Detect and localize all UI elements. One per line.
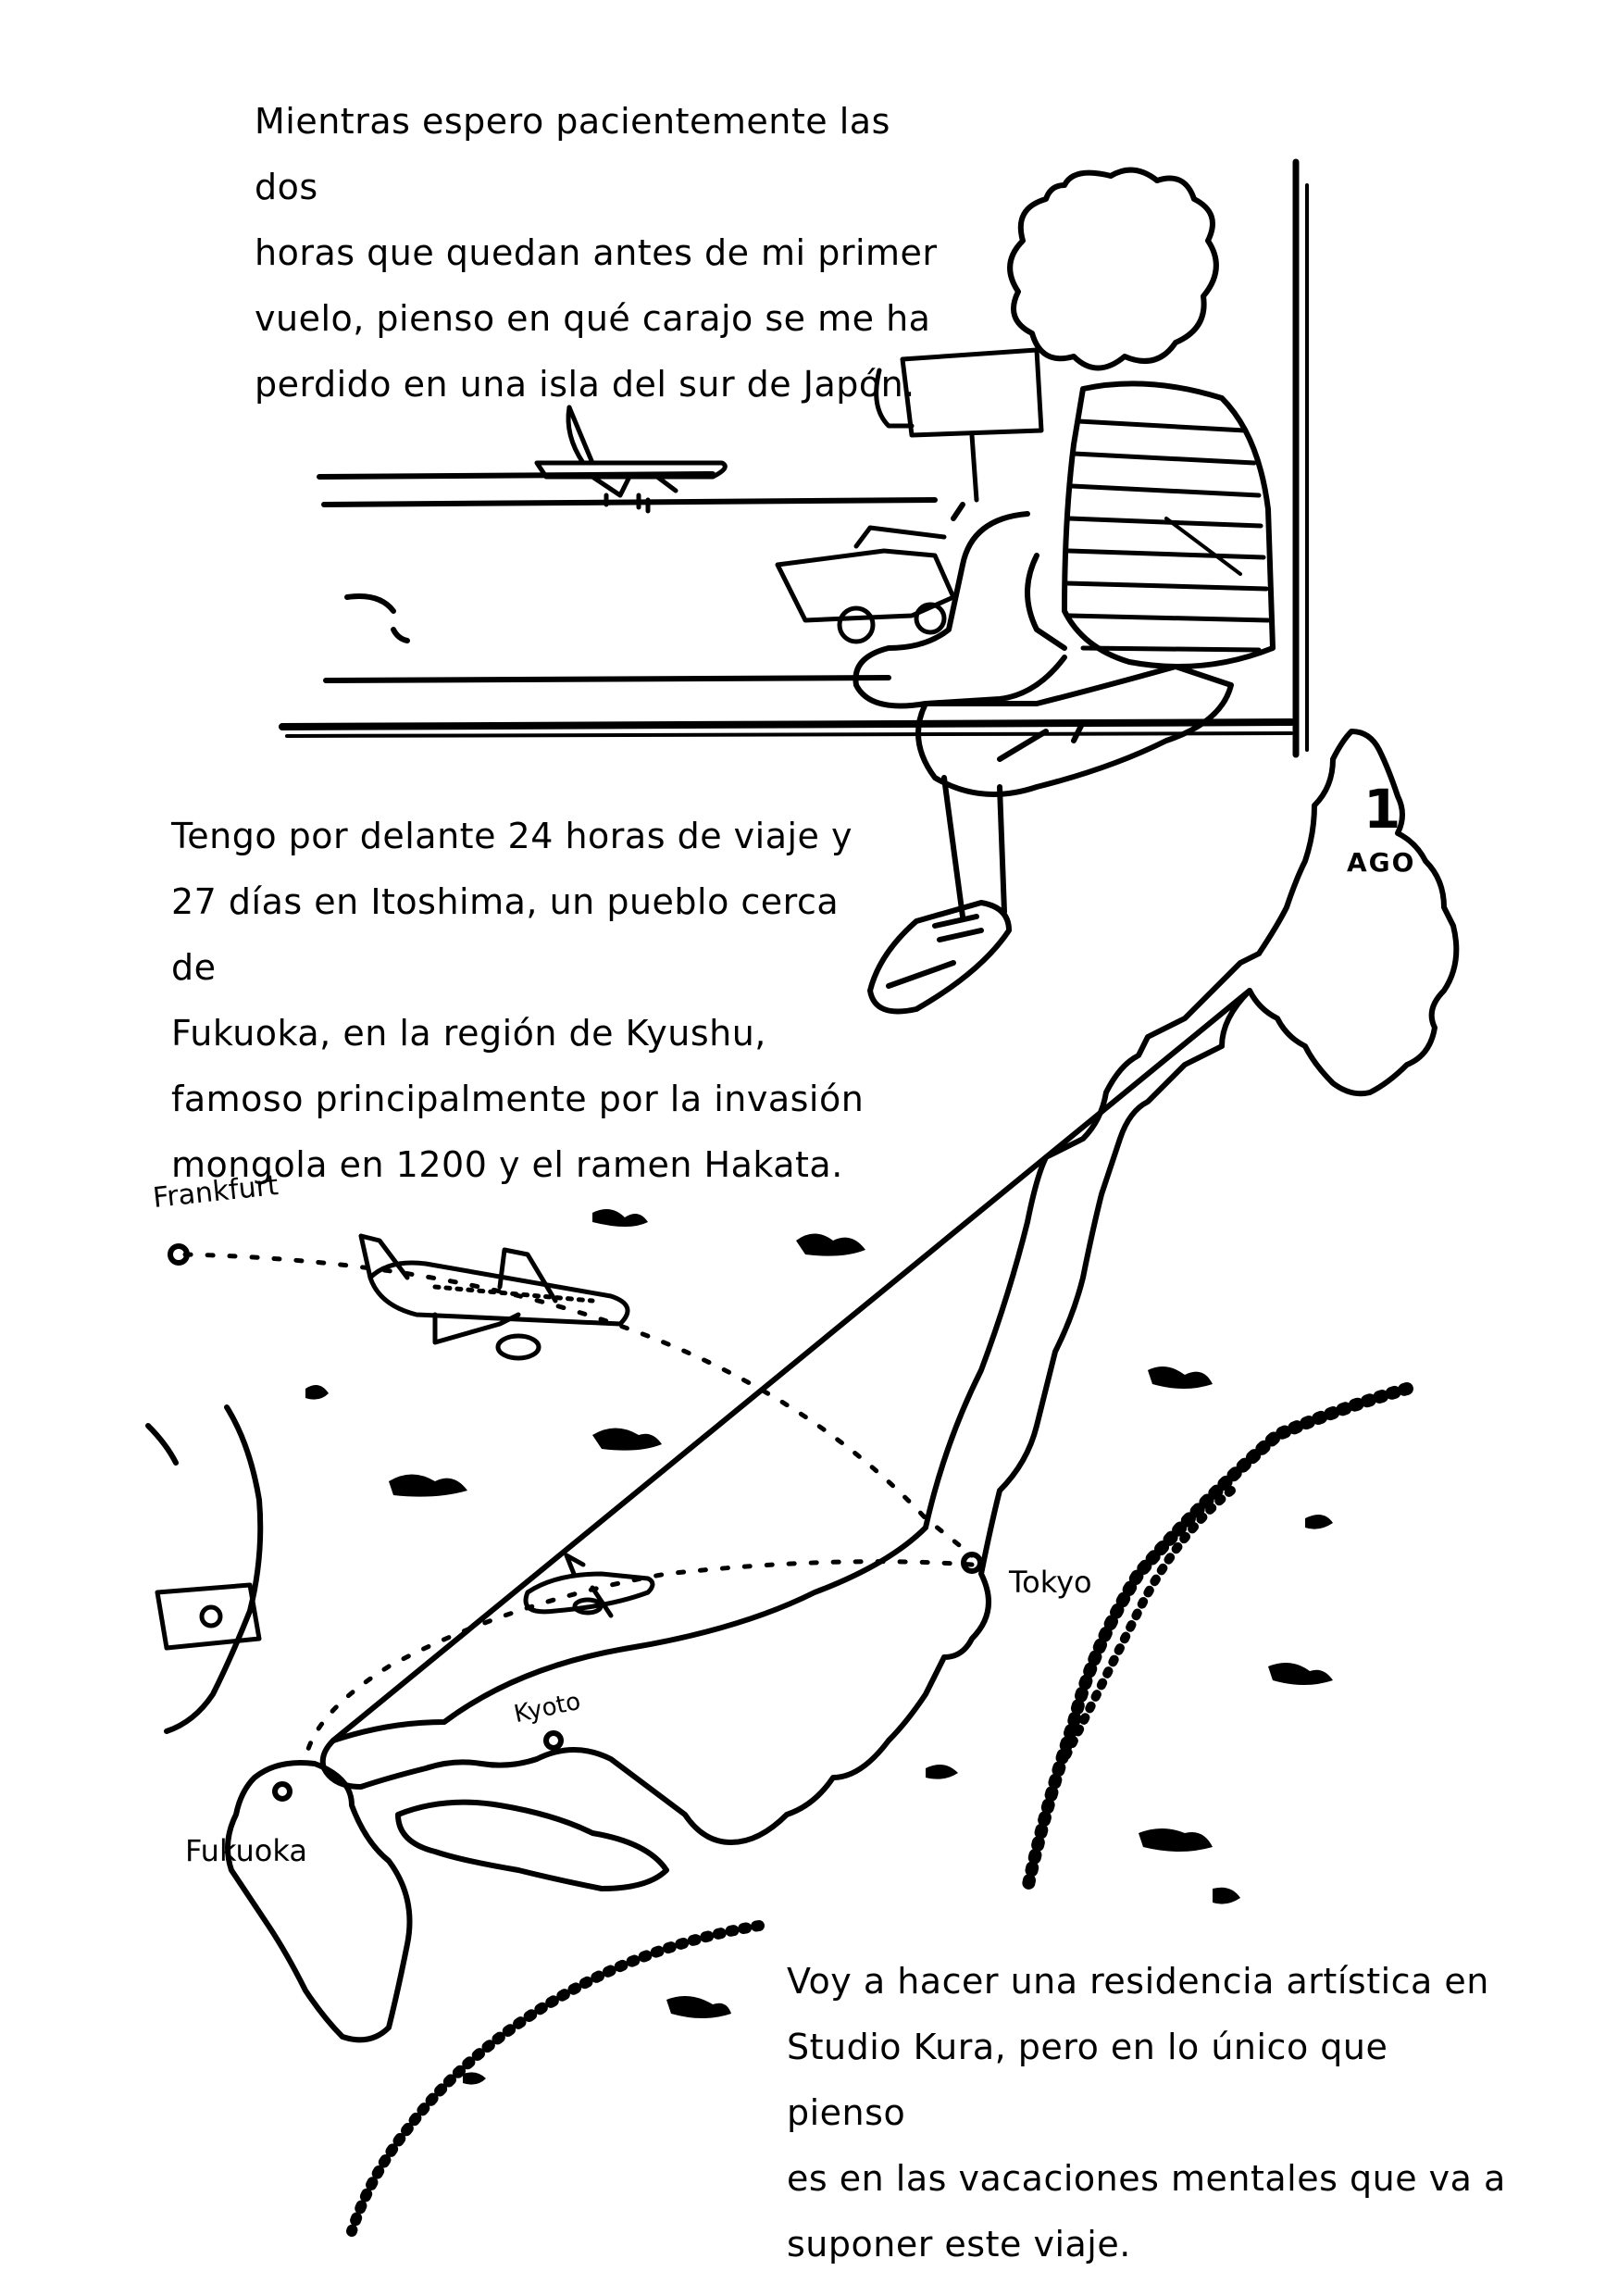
top-caption: Mientras espero pacientemente las dos horas que quedan antes de mi primer vuelo, pienso en qué carajo se me ha perdido en una isla del sur de Japón. (255, 101, 938, 405)
banknote-icon (157, 1585, 259, 1648)
frankfurt-marker (170, 1246, 187, 1263)
truck-icon (778, 528, 953, 642)
bottom-caption: Voy a hacer una residencia artística en Studio Kura, pero en lo único que pienso es en las vacaciones mentales que va a suponer este viaje. (787, 1961, 1506, 2265)
middle-caption: Tengo por delante 24 horas de viaje y 27 días en Itoshima, un pueblo cerca de Fukuoka, en la región de Kyushu, famoso principalmente por la invasión mongola en 1200 y el ramen Hakata. (171, 816, 865, 1185)
kyoto-marker (546, 1733, 561, 1748)
map-label-frankfurt: Frankfurt (151, 1168, 280, 1216)
distant-airplane-icon (537, 407, 725, 511)
date-month: AGO (1347, 847, 1416, 878)
fukuoka-marker (275, 1784, 290, 1799)
date-day: 1 (1363, 778, 1401, 841)
map-label-kyoto: Kyoto (511, 1687, 583, 1729)
map-label-tokyo: Tokyo (1009, 1565, 1092, 1600)
map-label-fukuoka: Fukuoka (185, 1833, 307, 1868)
airplane-icon (361, 1236, 628, 1358)
